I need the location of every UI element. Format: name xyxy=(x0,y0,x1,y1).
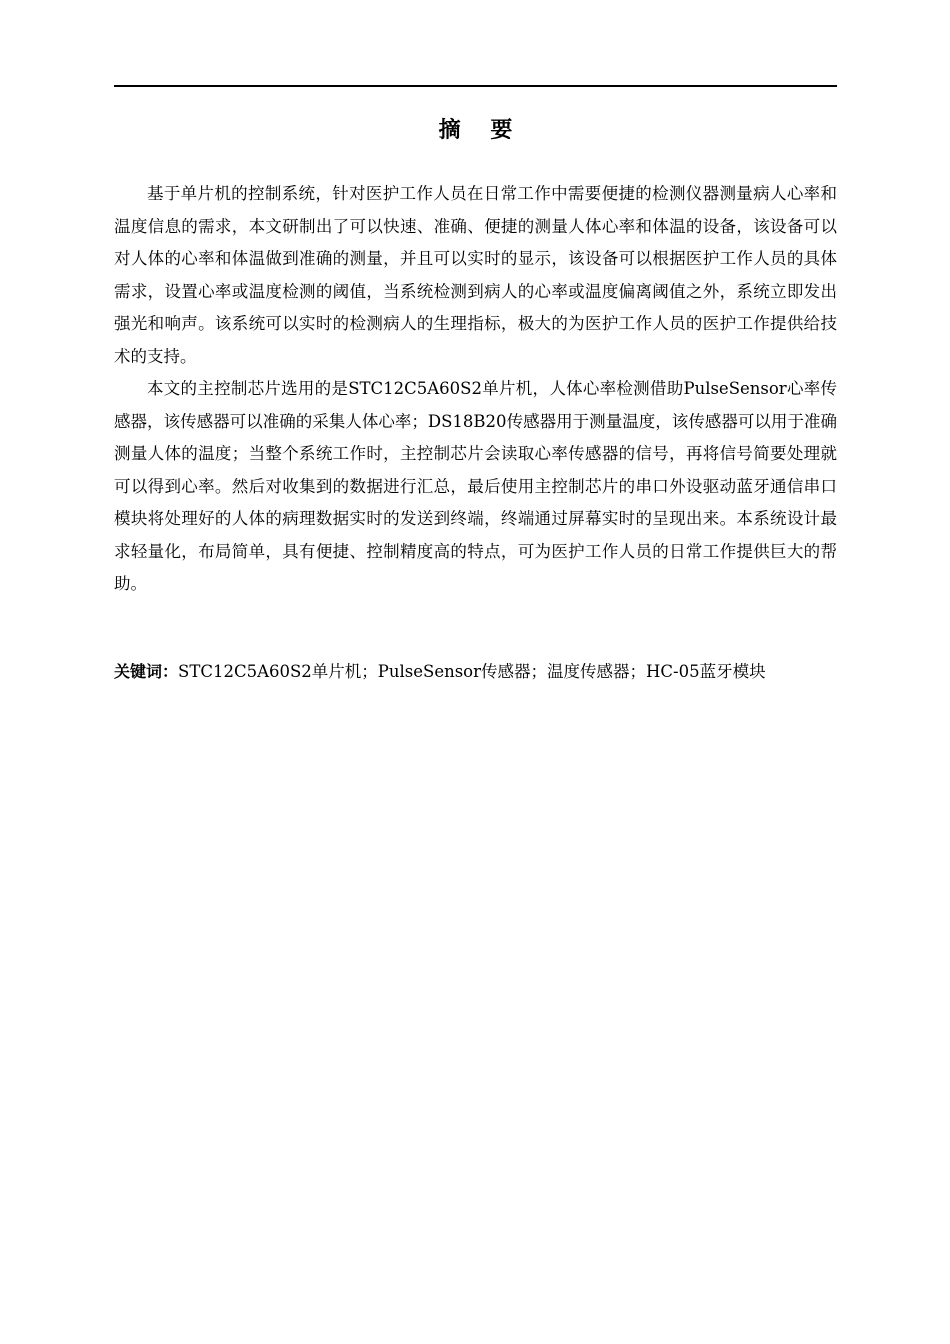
title-char-2: 要 xyxy=(490,118,513,143)
abstract-paragraph-1: 基于单片机的控制系统，针对医护工作人员在日常工作中需要便捷的检测仪器测量病人心率和温度信息的需求，本文研制出了可以快速、准确、便捷的测量人体心率和体温的设备，该设备可以对人体的心率和体温做到准确的测量，并且可以实时的显示，该设备可以根据医护工作人员的具体需求，设置心率或温度检测的阈值，当系统检测到病人的心率或温度偏离阈值之外，系统立即发出强光和响声。该系统可以实时的检测病人的生理指标，极大的为医护工作人员的医护工作提供给技术的支持。 xyxy=(114,184,837,366)
title-char-1: 摘 xyxy=(438,118,461,143)
abstract-paragraph-2: 本文的主控制芯片选用的是STC12C5A60S2单片机，人体心率检测借助PulseSensor心率传感器，该传感器可以准确的采集人体心率；DS18B20传感器用于测量温度，该传感器可以用于准确测量人体的温度；当整个系统工作时，主控制芯片会读取心率传感器的信号，再将信号简要处理就可以得到心率。然后对收集到的数据进行汇总，最后使用主控制芯片的串口外设驱动蓝牙通信串口模块将处理好的人体的病理数据实时的发送到终端，终端通过屏幕实时的呈现出来。本系统设计最求轻量化，布局简单，具有便捷、控制精度高的特点，可为医护工作人员的日常工作提供巨大的帮助。 xyxy=(114,379,837,593)
header-rule xyxy=(114,85,837,87)
keywords-label: 关键词： xyxy=(114,662,179,681)
abstract-body xyxy=(114,178,837,601)
page-title xyxy=(114,116,837,146)
keywords-text: STC12C5A60S2单片机；PulseSensor传感器；温度传感器；HC-05蓝牙模块 xyxy=(178,662,766,681)
keywords-line xyxy=(114,658,837,686)
